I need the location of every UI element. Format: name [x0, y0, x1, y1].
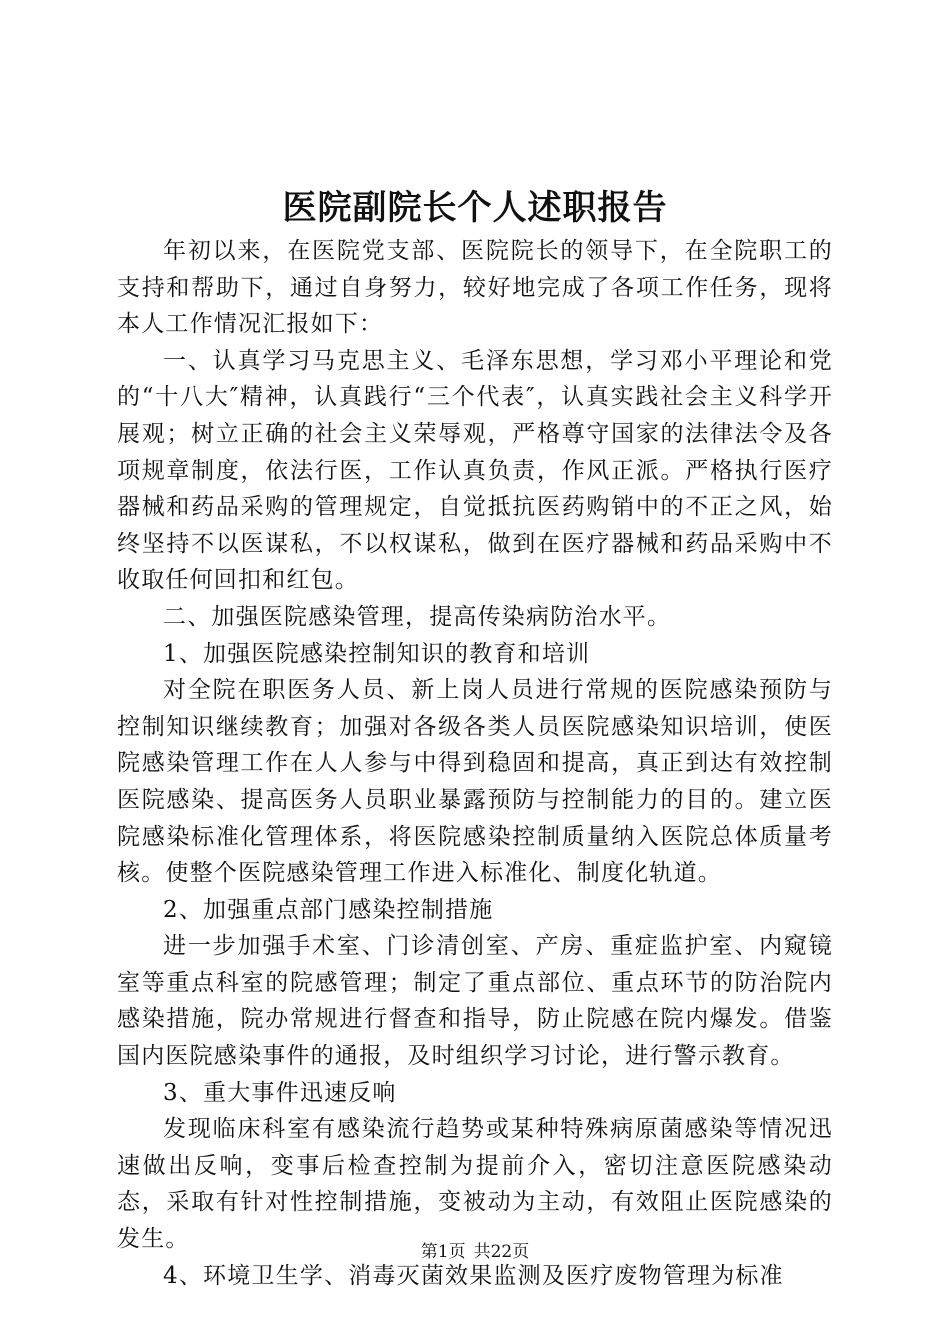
paragraph-section-1: 一、认真学习马克思主义、毛泽东思想，学习邓小平理论和党的“十八大″精神，认真践行“三个代表″，认真实践社会主义科学开展观；树立正确的社会主义荣辱观，严格尊守国家的法律法令及各项规章制度，依法行医，工作认真负责，作风正派。严格执行医疗器械和药品采购的管理规定，自觉抵抗医药购销中的不正之风，始终坚持不以医谋私，不以权谋私，做到在医疗器械和药品采购中不收取任何回扣和红包。	[117, 347, 833, 594]
paragraph-item-2-body: 进一步加强手术室、门诊清创室、产房、重症监护室、内窥镜室等重点科室的院感管理；制定了重点部位、重点环节的防治院内感染措施，院办常规进行督查和指导，防止院感在院内爆发。借鉴国内医院感染事件的通报，及时组织学习讨论，进行警示教育。	[117, 933, 833, 1070]
paragraph-item-2-heading: 2、加强重点部门感染控制措施	[163, 896, 494, 923]
page-number: 第1页	[420, 1242, 466, 1262]
paragraph-item-3-body: 发现临床科室有感染流行趋势或某种特殊病原菌感染等情况迅速做出反响，变事后检查控制为提前介入，密切注意医院感染动态，采取有针对性控制措施，变被动为主动，有效阻止医院感染的发生。	[117, 1116, 833, 1253]
paragraph-section-2-heading: 二、加强医院感染管理，提高传染病防治水平。	[163, 603, 672, 630]
document-body	[117, 233, 833, 1294]
page-footer	[0, 1240, 950, 1264]
paragraph-item-1-body: 对全院在职医务人员、新上岗人员进行常规的医院感染预防与控制知识继续教育；加强对各级各类人员医院感染知识培训，使医院感染管理工作在人人参与中得到稳固和提高，真正到达有效控制医院感染、提高医务人员职业暴露预防与控制能力的目的。建立医院感染标准化管理体系，将医院感染控制质量纳入医院总体质量考核。使整个医院感染管理工作进入标准化、制度化轨道。	[117, 677, 833, 887]
paragraph-item-4-heading: 4、环境卫生学、消毒灭菌效果监测及医疗废物管理为标准	[163, 1262, 784, 1289]
page-total: 共22页	[473, 1242, 530, 1262]
page-title: 医院副院长个人述职报告	[282, 188, 668, 228]
paragraph-intro: 年初以来，在医院党支部、医院院长的领导下，在全院职工的支持和帮助下，通过自身努力，较好地完成了各项工作任务，现将本人工作情况汇报如下：	[117, 238, 833, 338]
paragraph-item-3-heading: 3、重大事件迅速反响	[163, 1079, 397, 1106]
paragraph-item-1-heading: 1、加强医院感染控制知识的教育和培训	[163, 640, 591, 667]
